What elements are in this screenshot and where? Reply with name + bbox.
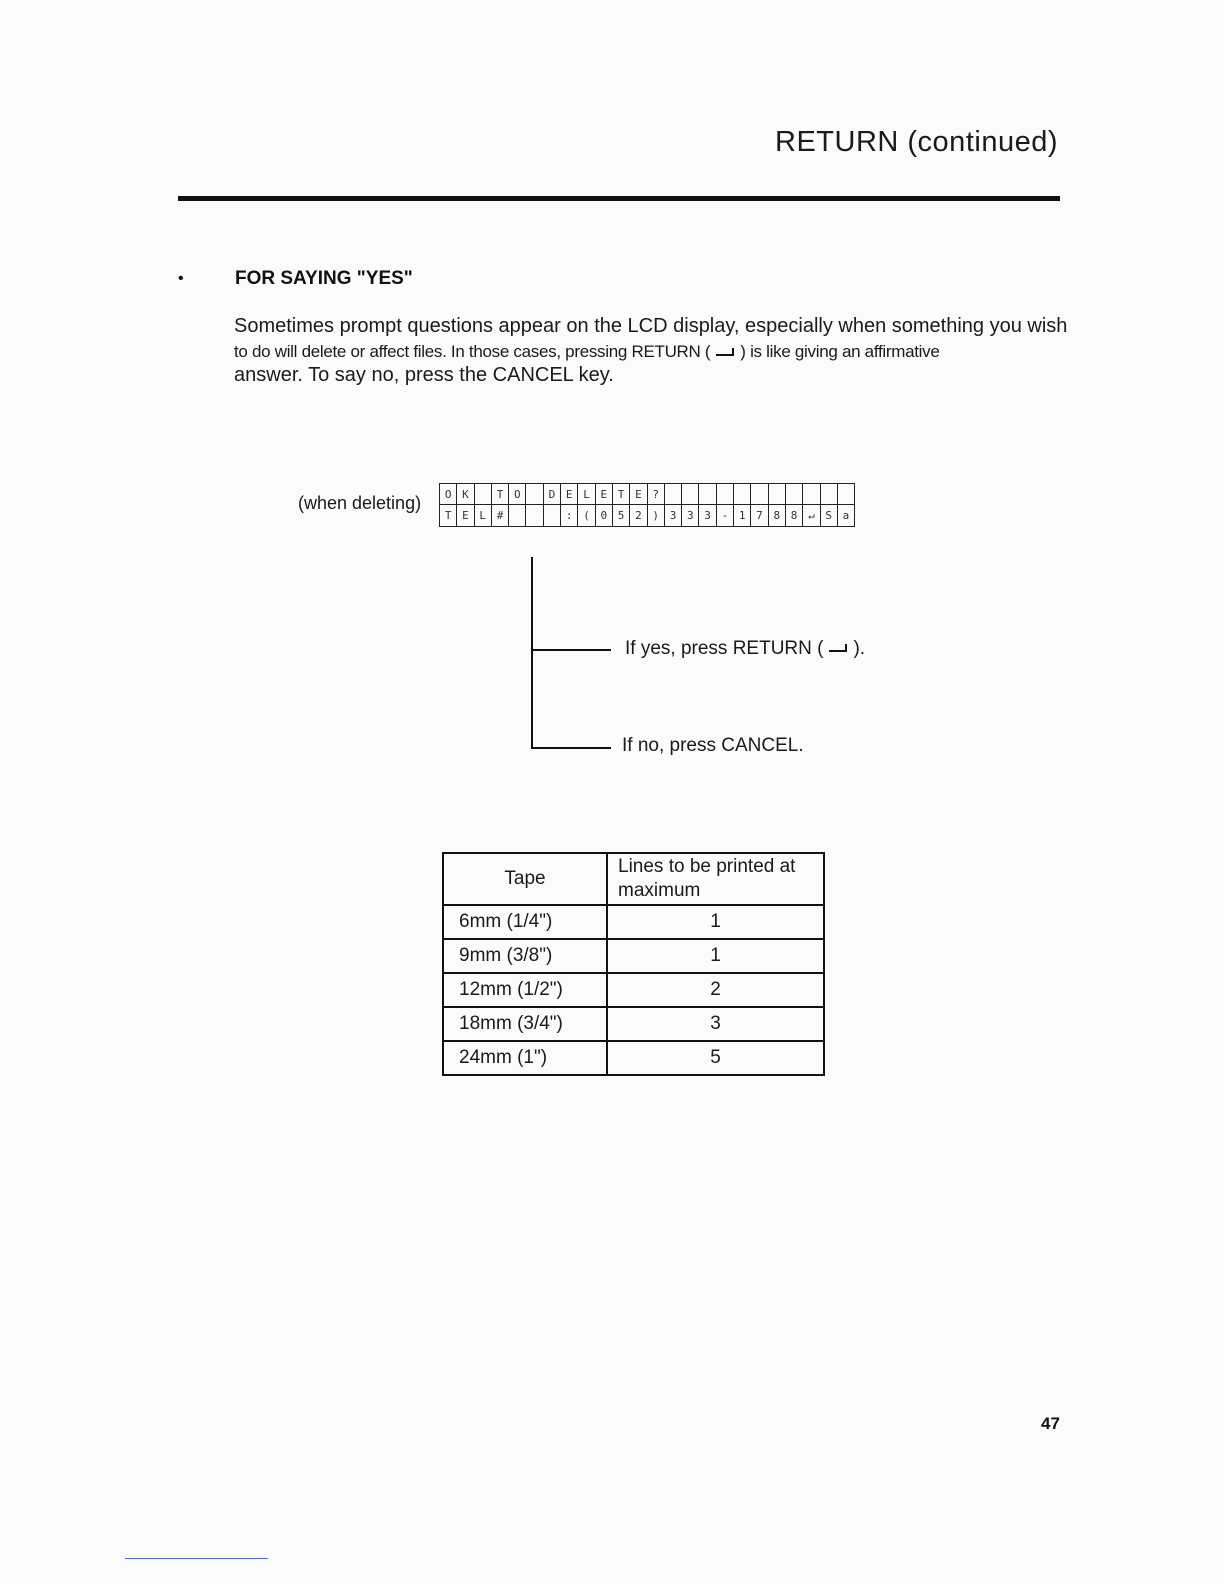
lcd-cell: E: [457, 505, 474, 527]
lcd-cell: ?: [647, 484, 664, 505]
lcd-cell: ): [647, 505, 664, 527]
lcd-cell: ↵: [803, 505, 820, 527]
table-header-row: [443, 853, 824, 905]
table-header-tape: Tape: [443, 853, 607, 905]
paragraph-line-2: [234, 342, 1064, 362]
connector-no-line: [531, 747, 611, 749]
lcd-cell: L: [578, 484, 595, 505]
lcd-cell: D: [543, 484, 560, 505]
lcd-cell: E: [595, 484, 612, 505]
lcd-cell: [664, 484, 681, 505]
lines-cell: 2: [607, 973, 824, 1007]
lcd-cell: 3: [699, 505, 716, 527]
lcd-cell: [751, 484, 768, 505]
lcd-cell: [526, 505, 543, 527]
tape-cell: 9mm (3/8"): [443, 939, 607, 973]
lcd-cell: 5: [612, 505, 629, 527]
table-row: [443, 939, 824, 973]
lcd-cell: [509, 505, 526, 527]
lcd-cell: a: [837, 505, 854, 527]
paragraph-line-2-end: ) is like giving an affirmative: [740, 342, 940, 361]
lcd-cell: K: [457, 484, 474, 505]
lcd-cell: -: [716, 505, 733, 527]
lines-cell: 1: [607, 939, 824, 973]
lcd-cell: E: [561, 484, 578, 505]
page-number: 47: [1041, 1414, 1060, 1433]
lcd-cell: [699, 484, 716, 505]
lcd-cell: 8: [785, 505, 802, 527]
lcd-cell: T: [440, 505, 457, 527]
lcd-cell: 2: [630, 505, 647, 527]
return-key-icon: [714, 348, 736, 358]
lcd-cell: [803, 484, 820, 505]
paragraph-line-1: Sometimes prompt questions appear on the LCD display, especially when something you wish: [234, 315, 1068, 337]
tape-cell: 12mm (1/2"): [443, 973, 607, 1007]
table-row: [443, 1041, 824, 1075]
lcd-cell: [820, 484, 837, 505]
header-rule: [178, 196, 1060, 201]
tape-lines-table: [442, 852, 825, 1076]
lcd-cell: S: [820, 505, 837, 527]
lcd-cell: [837, 484, 854, 505]
lcd-cell: [785, 484, 802, 505]
lcd-display: [439, 483, 855, 527]
lines-cell: 3: [607, 1007, 824, 1041]
lcd-cell: L: [474, 505, 491, 527]
lcd-cell: T: [491, 484, 508, 505]
lcd-cell: #: [491, 505, 508, 527]
yes-instruction-end: ).: [853, 638, 866, 659]
lcd-cell: O: [440, 484, 457, 505]
tape-cell: 18mm (3/4"): [443, 1007, 607, 1041]
return-key-icon: [827, 644, 849, 654]
lcd-cell: T: [612, 484, 629, 505]
bullet: •: [178, 270, 184, 287]
lcd-cell: 3: [664, 505, 681, 527]
footer-divider: [125, 1558, 268, 1559]
paragraph-line-3: answer. To say no, press the CANCEL key.: [234, 364, 614, 386]
table-row: [443, 1007, 824, 1041]
lcd-cell: E: [630, 484, 647, 505]
table-header-lines: Lines to be printed at maximum: [607, 853, 824, 905]
lcd-cell: [526, 484, 543, 505]
lcd-cell: 8: [768, 505, 785, 527]
lcd-cell: [716, 484, 733, 505]
table-row: [443, 905, 824, 939]
section-heading: FOR SAYING "YES": [235, 268, 413, 289]
lcd-cell: [682, 484, 699, 505]
lcd-row: [440, 505, 855, 527]
lcd-cell: [734, 484, 751, 505]
lcd-cell: 3: [682, 505, 699, 527]
lcd-cell: O: [509, 484, 526, 505]
tape-cell: 6mm (1/4"): [443, 905, 607, 939]
lcd-cell: 1: [734, 505, 751, 527]
when-deleting-label: (when deleting): [298, 493, 422, 513]
no-instruction: If no, press CANCEL.: [622, 735, 804, 756]
lcd-cell: 7: [751, 505, 768, 527]
connector-vertical-line: [531, 557, 533, 749]
lcd-cell: :: [561, 505, 578, 527]
lcd-cell: [543, 505, 560, 527]
connector-yes-line: [531, 649, 611, 651]
yes-instruction: [625, 638, 865, 660]
page-title: RETURN (continued): [775, 126, 1058, 158]
lines-cell: 1: [607, 905, 824, 939]
paragraph-line-2-start: to do will delete or affect files. In those cases, pressing RETURN (: [234, 342, 711, 361]
table-row: [443, 973, 824, 1007]
lcd-cell: [474, 484, 491, 505]
lines-cell: 5: [607, 1041, 824, 1075]
lcd-cell: [768, 484, 785, 505]
tape-cell: 24mm (1"): [443, 1041, 607, 1075]
lcd-row: [440, 484, 855, 505]
lcd-cell: (: [578, 505, 595, 527]
lcd-cell: 0: [595, 505, 612, 527]
yes-instruction-start: If yes, press RETURN (: [625, 638, 824, 659]
